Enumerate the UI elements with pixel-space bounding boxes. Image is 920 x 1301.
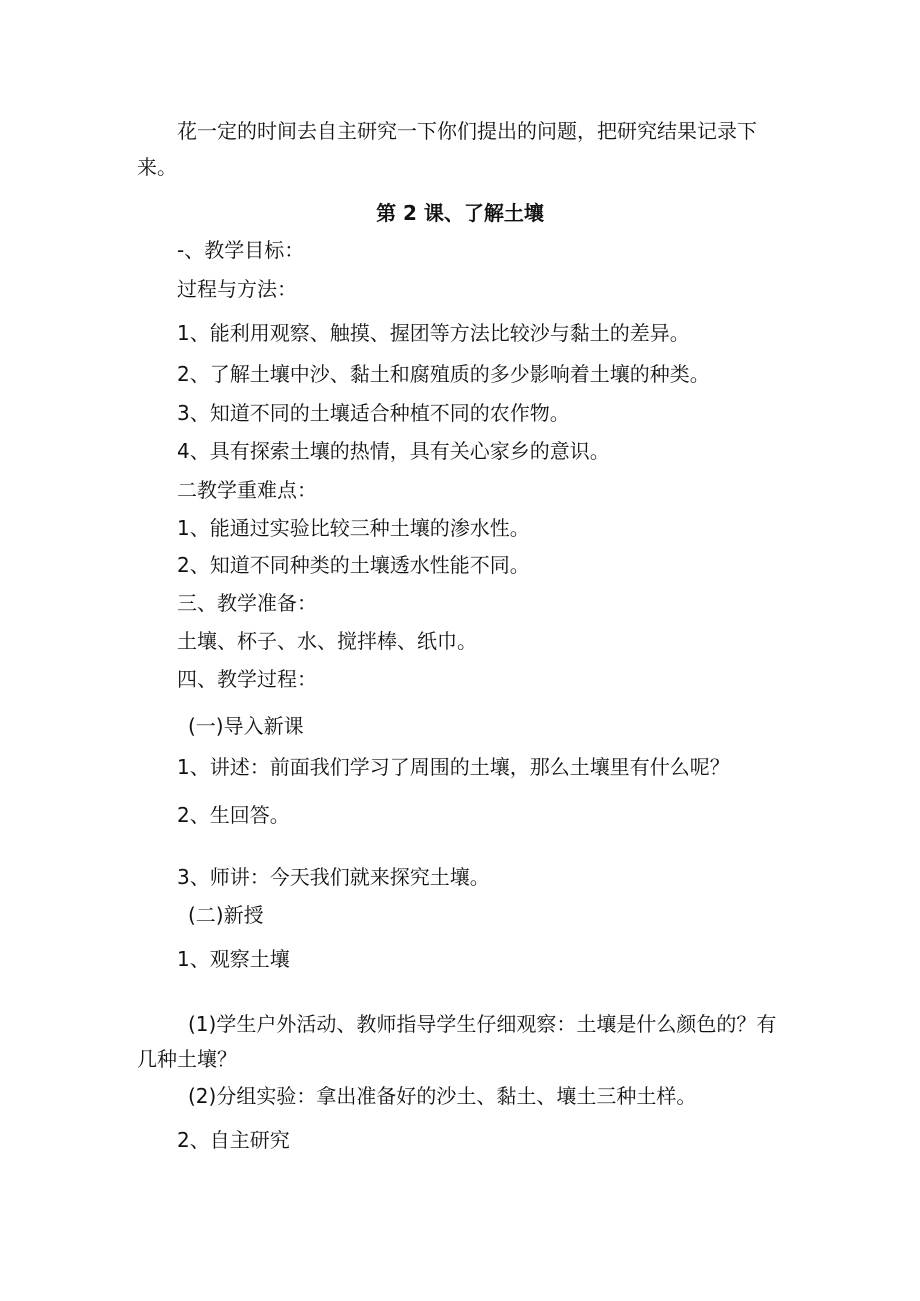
key-point-2: 2、知道不同种类的土壤透水性能不同。 xyxy=(177,553,530,577)
observation-paragraph-line-2: 几种土壤？ xyxy=(137,1047,237,1071)
objective-item-1: 1、能利用观察、触摸、握团等方法比较沙与黏土的差异。 xyxy=(177,321,690,345)
process-heading: 四、教学过程： xyxy=(177,667,317,691)
intro-step-1: 1、讲述：前面我们学习了周围的土壤，那么土壤里有什么呢？ xyxy=(177,755,730,779)
objective-item-3: 3、知道不同的土壤适合种植不同的农作物。 xyxy=(177,401,570,425)
preparation-materials: 土壤、杯子、水、搅拌棒、纸巾。 xyxy=(177,629,477,653)
intro-step-2: 2、生回答。 xyxy=(177,803,290,827)
preparation-heading: 三、教学准备： xyxy=(177,591,317,615)
process-method-heading: 过程与方法： xyxy=(177,277,297,301)
intro-line-2: 来。 xyxy=(137,155,177,179)
objective-item-4: 4、具有探索土壤的热情，具有关心家乡的意识。 xyxy=(177,439,610,463)
intro-step-3: 3、师讲：今天我们就来探究土壤。 xyxy=(177,865,490,889)
key-points-heading: 二教学重难点： xyxy=(177,478,317,502)
section-objectives-heading: -、教学目标： xyxy=(177,238,305,262)
self-study-heading: 2、自主研究 xyxy=(177,1128,290,1152)
intro-lesson-heading: (一)导入新课 xyxy=(188,714,304,738)
objective-item-2: 2、了解土壤中沙、黏土和腐殖质的多少影响着土壤的种类。 xyxy=(177,362,710,386)
observation-paragraph-line-1: (1)学生户外活动、教师指导学生仔细观察：土壤是什么颜色的？有 xyxy=(188,1012,777,1036)
new-lesson-heading: (二)新授 xyxy=(188,903,264,927)
lesson-title: 第 2 课、了解土壤 xyxy=(376,201,544,225)
intro-line-1: 花一定的时间去自主研究一下你们提出的问题，把研究结果记录下 xyxy=(177,119,757,143)
key-point-1: 1、能通过实验比较三种土壤的渗水性。 xyxy=(177,516,530,540)
group-experiment-line: (2)分组实验：拿出准备好的沙土、黏土、壤土三种土样。 xyxy=(188,1084,697,1108)
observe-soil-heading: 1、观察土壤 xyxy=(177,947,290,971)
